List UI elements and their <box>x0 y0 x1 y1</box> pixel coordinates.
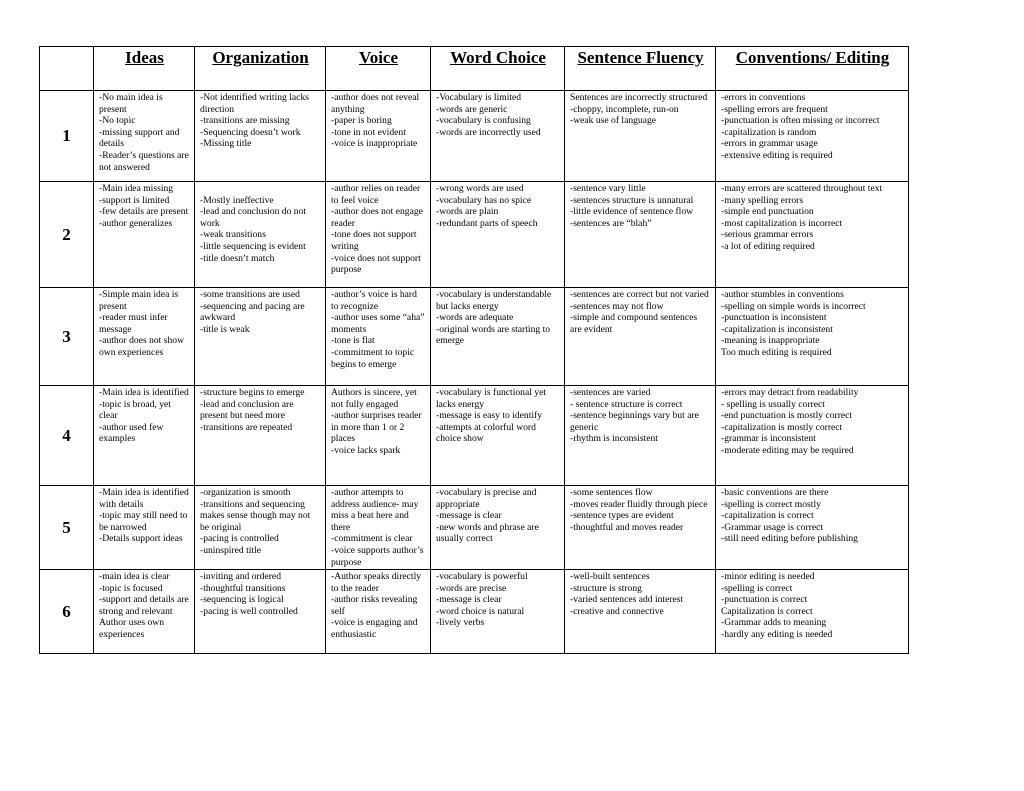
cell-line: -vocabulary is powerful <box>436 571 528 582</box>
cell-line: -spelling on simple words is incorrect <box>721 300 866 312</box>
cell-line: -author uses some “aha” moments <box>331 312 425 335</box>
cell-line: Capitalization is correct <box>721 605 813 617</box>
cell-line: -spelling is correct <box>721 582 793 594</box>
cell-line: -moderate editing may be required <box>721 444 854 456</box>
cell-line: -voice is engaging and enthusiastic <box>331 617 418 640</box>
cell-line: -some sentences flow <box>570 487 653 498</box>
cell-line: -tone does not support writing <box>331 229 417 252</box>
header-corner <box>40 47 94 91</box>
cell-line: -pacing is well controlled <box>200 605 298 617</box>
cell-line: -voice does not support purpose <box>331 252 421 276</box>
cell-line: -transitions are repeated <box>200 421 293 433</box>
cell-line: -topic is focused <box>99 582 163 594</box>
cell-line: -author does not show own experiences <box>99 335 184 358</box>
cell-line: -lead and conclusion are present but need more <box>200 398 294 422</box>
cell-line: Too much editing is required <box>721 346 832 358</box>
cell-line: -errors in conventions <box>721 92 806 103</box>
score-label: 1 <box>40 91 94 182</box>
cell-line: -support and details are strong and relevant <box>99 594 189 617</box>
cell-line: -inviting and ordered <box>200 571 281 582</box>
cell-line: -missing support and details <box>99 126 180 150</box>
cell-line: -Not identified writing lacks direction <box>200 92 309 115</box>
cell-line: -still need editing before publishing <box>721 533 858 545</box>
cell-ideas <box>94 386 195 486</box>
cell-line: -message is clear <box>436 594 502 606</box>
cell-line: -spelling is correct mostly <box>721 498 821 510</box>
cell-line: -voice supports author’s purpose <box>331 544 424 568</box>
cell-line: -capitalization is inconsistent <box>721 323 833 335</box>
cell-organization <box>195 386 326 486</box>
cell-line: -weak use of language <box>570 115 657 127</box>
cell-ideas <box>94 486 195 570</box>
cell-line: -vocabulary is functional yet lacks energy <box>436 387 547 410</box>
cell-line: -little evidence of sentence flow <box>570 206 694 218</box>
header-row <box>40 47 909 91</box>
cell-line: -simple end punctuation <box>721 206 814 218</box>
cell-line: -vocabulary has no spice <box>436 194 532 206</box>
table-row <box>40 486 909 570</box>
cell-line: -tone is flat <box>331 335 375 347</box>
cell-voice <box>326 486 431 570</box>
cell-line: -errors may detract from readability <box>721 387 859 398</box>
cell-line: -voice lacks spark <box>331 444 401 456</box>
cell-line: Author uses own experiences <box>99 617 165 640</box>
header-voice: Voice <box>326 47 431 91</box>
cell-line: -errors in grammar usage <box>721 138 818 150</box>
cell-line: -words are precise <box>436 582 507 594</box>
cell-line: -sentence vary little <box>570 183 646 194</box>
cell-line: -support is limited <box>99 194 170 206</box>
cell-line: -new words and phrase are usually correct <box>436 521 539 545</box>
cell-line: -Simple main idea is present <box>99 289 179 312</box>
cell-line: -author stumbles in conventions <box>721 289 844 300</box>
cell-line: -uninspired title <box>200 544 262 556</box>
cell-line: -little sequencing is evident <box>200 240 306 252</box>
cell-line: -sentences structure is unnatural <box>570 194 694 206</box>
cell-line: -sentences are correct but not varied <box>570 289 709 300</box>
cell-line: -voice is inappropriate <box>331 138 418 150</box>
cell-line: -most capitalization is incorrect <box>721 217 843 229</box>
cell-line: -capitalization is random <box>721 126 817 138</box>
cell-line: -pacing is controlled <box>200 533 279 545</box>
header-organization: Organization <box>195 47 326 91</box>
cell-line: -commitment to topic begins to emerge <box>331 346 415 370</box>
cell-sentence-fluency <box>565 570 716 654</box>
cell-word-choice <box>431 288 565 386</box>
cell-line: Authors is sincere, yet not fully engaged <box>331 387 417 410</box>
table-row <box>40 386 909 486</box>
rubric-table <box>39 46 909 654</box>
cell-ideas <box>94 570 195 654</box>
cell-line: -author attempts to address audience- may miss a beat here and there <box>331 487 419 533</box>
cell-line: -words are incorrectly used <box>436 126 541 138</box>
cell-organization <box>195 570 326 654</box>
cell-line: -few details are present <box>99 206 189 218</box>
cell-word-choice <box>431 570 565 654</box>
cell-line: -Vocabulary is limited <box>436 92 522 103</box>
cell-line: -sentence types are evident <box>570 510 674 522</box>
cell-organization <box>195 91 326 182</box>
cell-line: -title doesn’t match <box>200 252 275 264</box>
cell-line: -vocabulary is confusing <box>436 115 531 127</box>
cell-conventions-editing <box>716 486 909 570</box>
cell-line: -title is weak <box>200 323 250 335</box>
cell-line: -author surprises reader in more than 1 or 2 places <box>331 410 422 445</box>
cell-ideas <box>94 288 195 386</box>
cell-line: -many spelling errors <box>721 194 804 206</box>
score-label: 4 <box>40 386 94 486</box>
header-conventions-editing: Conventions/ Editing <box>716 47 909 91</box>
cell-line: -commitment is clear <box>331 533 413 545</box>
cell-conventions-editing <box>716 182 909 288</box>
cell-line: -capitalization is correct <box>721 510 814 522</box>
cell-line <box>200 183 321 195</box>
cell-conventions-editing <box>716 91 909 182</box>
cell-line: -extensive editing is required <box>721 149 833 161</box>
cell-sentence-fluency <box>565 288 716 386</box>
cell-line: - spelling is usually correct <box>721 398 825 410</box>
score-label: 6 <box>40 570 94 654</box>
cell-sentence-fluency <box>565 91 716 182</box>
cell-line: -sentences are “blah” <box>570 217 652 229</box>
score-label: 5 <box>40 486 94 570</box>
cell-line: -structure is strong <box>570 582 642 594</box>
cell-voice <box>326 288 431 386</box>
cell-line: -basic conventions are there <box>721 487 829 498</box>
cell-line: Sentences are incorrectly structured <box>570 92 708 103</box>
cell-word-choice <box>431 182 565 288</box>
cell-sentence-fluency <box>565 486 716 570</box>
cell-line: -vocabulary is precise and appropriate <box>436 487 537 510</box>
cell-conventions-editing <box>716 288 909 386</box>
cell-line: -original words are starting to emerge <box>436 323 551 347</box>
cell-line: - sentence structure is correct <box>570 398 683 410</box>
cell-line: -words are adequate <box>436 312 514 324</box>
cell-line: -punctuation is correct <box>721 594 808 606</box>
cell-conventions-editing <box>716 570 909 654</box>
cell-line: -author generalizes <box>99 217 173 229</box>
cell-line: -many errors are scattered throughout text <box>721 183 883 194</box>
cell-line: -Main idea missing <box>99 183 174 194</box>
cell-line: -No main idea is present <box>99 92 163 115</box>
cell-line: -punctuation is often missing or incorrect <box>721 115 880 127</box>
cell-line: -Grammar usage is correct <box>721 521 824 533</box>
cell-line: -word choice is natural <box>436 605 525 617</box>
cell-line: -topic may still need to be narrowed <box>99 510 188 533</box>
cell-line: -topic is broad, yet clear <box>99 398 171 422</box>
cell-line: -structure begins to emerge <box>200 387 305 398</box>
cell-word-choice <box>431 386 565 486</box>
cell-line: -sentence beginnings vary but are generic <box>570 410 699 433</box>
cell-line: -some transitions are used <box>200 289 300 300</box>
cell-line: -sentences may not flow <box>570 300 664 312</box>
cell-line: -No topic <box>99 115 136 127</box>
cell-line: -organization is smooth <box>200 487 291 498</box>
cell-organization <box>195 288 326 386</box>
cell-line: -author used few examples <box>99 421 164 445</box>
cell-line: -Sequencing doesn’t work <box>200 126 301 138</box>
cell-line: -a lot of editing required <box>721 240 815 252</box>
cell-voice <box>326 386 431 486</box>
cell-line: -varied sentences add interest <box>570 594 684 606</box>
cell-line: -author does not engage reader <box>331 206 423 229</box>
table-row <box>40 288 909 386</box>
cell-line: -message is easy to identify <box>436 410 543 422</box>
header-word-choice: Word Choice <box>431 47 565 91</box>
cell-line: -serious grammar errors <box>721 229 814 241</box>
table-row <box>40 182 909 288</box>
cell-line: -words are plain <box>436 206 499 218</box>
cell-line: -Mostly ineffective <box>200 194 274 206</box>
cell-line: -wrong words are used <box>436 183 524 194</box>
cell-ideas <box>94 182 195 288</box>
cell-line: -lively verbs <box>436 617 485 629</box>
cell-line: -Main idea is identified <box>99 387 189 398</box>
cell-line: -author does not reveal anything <box>331 92 420 115</box>
score-label: 2 <box>40 182 94 288</box>
cell-line: -sequencing is logical <box>200 594 284 606</box>
cell-line: -words are generic <box>436 103 508 115</box>
cell-line: -capitalization is mostly correct <box>721 421 843 433</box>
cell-line: -transitions are missing <box>200 115 290 127</box>
cell-line: -lead and conclusion do not work <box>200 206 307 229</box>
header-ideas: Ideas <box>94 47 195 91</box>
score-label: 3 <box>40 288 94 386</box>
cell-line: -grammar is inconsistent <box>721 433 816 445</box>
cell-line: -Reader’s questions are not answered <box>99 149 189 173</box>
cell-line: -Details support ideas <box>99 533 183 545</box>
cell-line: -paper is boring <box>331 115 392 127</box>
cell-sentence-fluency <box>565 386 716 486</box>
cell-line: -Missing title <box>200 138 252 150</box>
cell-line: -Grammar adds to meaning <box>721 617 827 629</box>
cell-line: -message is clear <box>436 510 502 522</box>
cell-line: -hardly any editing is needed <box>721 628 833 640</box>
cell-line: -sentences are varied <box>570 387 651 398</box>
cell-line: -choppy, incomplete, run-on <box>570 103 679 115</box>
cell-line: -punctuation is inconsistent <box>721 312 827 324</box>
cell-word-choice <box>431 91 565 182</box>
cell-line: -author risks revealing self <box>331 594 418 617</box>
cell-line: -moves reader fluidly through piece <box>570 498 708 510</box>
cell-line: -sequencing and pacing are awkward <box>200 300 305 324</box>
cell-voice <box>326 182 431 288</box>
cell-line: -redundant parts of speech <box>436 217 538 229</box>
cell-line: -Main idea is identified with details <box>99 487 189 510</box>
cell-line: -main idea is clear <box>99 571 170 582</box>
cell-line: -thoughtful transitions <box>200 582 286 594</box>
cell-line: -author’s voice is hard to recognize <box>331 289 417 312</box>
cell-line: -minor editing is needed <box>721 571 815 582</box>
cell-line: -end punctuation is mostly correct <box>721 410 853 422</box>
cell-line: -meaning is inappropriate <box>721 335 820 347</box>
cell-line: -thoughtful and moves reader <box>570 521 684 533</box>
cell-line: -well-built sentences <box>570 571 650 582</box>
cell-line: -author relies on reader to feel voice <box>331 183 421 206</box>
cell-line: -attempts at colorful word choice show <box>436 421 536 445</box>
cell-line: -reader must infer message <box>99 312 168 335</box>
cell-ideas <box>94 91 195 182</box>
table-row <box>40 570 909 654</box>
cell-line: -spelling errors are frequent <box>721 103 828 115</box>
cell-voice <box>326 570 431 654</box>
cell-line: -transitions and sequencing makes sense though may not be original <box>200 498 311 533</box>
cell-organization <box>195 486 326 570</box>
cell-word-choice <box>431 486 565 570</box>
table-row <box>40 91 909 182</box>
cell-voice <box>326 91 431 182</box>
cell-conventions-editing <box>716 386 909 486</box>
cell-organization <box>195 182 326 288</box>
cell-line: -Author speaks directly to the reader <box>331 571 422 594</box>
cell-line: -simple and compound sentences are evident <box>570 312 698 335</box>
cell-line: -creative and connective <box>570 605 664 617</box>
cell-line: -tone in not evident <box>331 126 406 138</box>
cell-sentence-fluency <box>565 182 716 288</box>
cell-line: -rhythm is inconsistent <box>570 433 658 445</box>
cell-line: -weak transitions <box>200 229 266 241</box>
header-sentence-fluency: Sentence Fluency <box>565 47 716 91</box>
cell-line: -vocabulary is understandable but lacks energy <box>436 289 552 312</box>
